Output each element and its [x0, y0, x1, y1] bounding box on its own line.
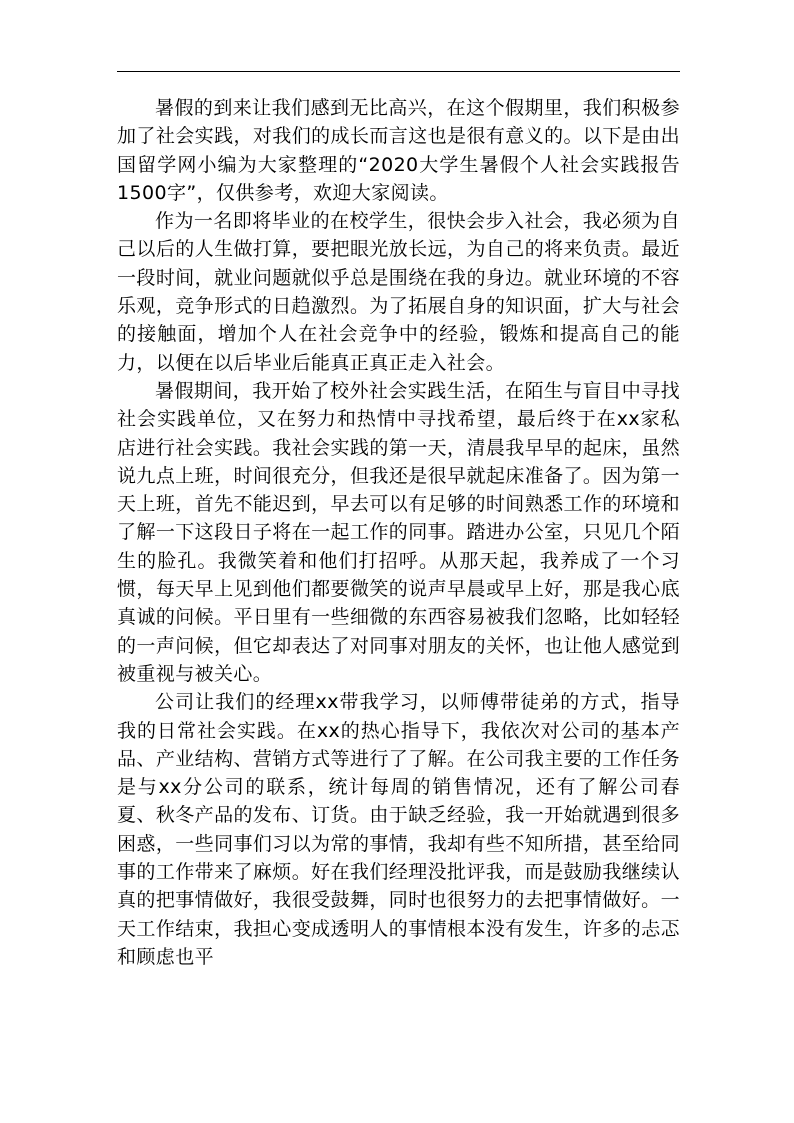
document-body	[117, 94, 680, 971]
paragraph-motivation: 作为一名即将毕业的在校学生，很快会步入社会，我必须为自己以后的人生做打算，要把眼光放长远，为自己的将来负责。最近一段时间，就业问题就似乎总是围绕在我的身边。就业环境的不容乐观，竞争形式的日趋激烈。为了拓展自身的知识面，扩大与社会的接触面，增加个人在社会竞争中的经验，锻炼和提高自己的能力，以便在以后毕业后能真正真正走入社会。	[117, 210, 680, 374]
paragraph-first-day: 暑假期间，我开始了校外社会实践生活，在陌生与盲目中寻找社会实践单位，又在努力和热情中寻找希望，最后终于在xx家私店进行社会实践。我社会实践的第一天，清晨我早早的起床，虽然说九点上班，时间很充分，但我还是很早就起床准备了。因为第一天上班，首先不能迟到，早去可以有足够的时间熟悉工作的环境和了解一下这段日子将在一起工作的同事。踏进办公室，只见几个陌生的脸孔。我微笑着和他们打招呼。从那天起，我养成了一个习惯，每天早上见到他们都要微笑的说声早晨或早上好，那是我心底真诚的问候。平日里有一些细微的东西容易被我们忽略，比如轻轻的一声问候，但它却表达了对同事对朋友的关怀，也让他人感觉到被重视与被关心。	[117, 379, 680, 685]
paragraph-work-tasks: 公司让我们的经理xx带我学习，以师傅带徒弟的方式，指导我的日常社会实践。在xx的热心指导下，我依次对公司的基本产品、产业结构、营销方式等进行了了解。在公司我主要的工作任务是与xx分公司的联系，统计每周的销售情况，还有了解公司春夏、秋冬产品的发布、订货。由于缺乏经验，我一开始就遇到很多困惑，一些同事们习以为常的事情，我却有些不知所措，甚至给同事的工作带来了麻烦。好在我们经理没批评我，而是鼓励我继续认真的把事情做好，我很受鼓舞，同时也很努力的去把事情做好。一天工作结束，我担心变成透明人的事情根本没有发生，许多的忐忑和顾虑也平	[117, 691, 680, 968]
paragraph-intro: 暑假的到来让我们感到无比高兴，在这个假期里，我们积极参加了社会实践，对我们的成长而言这也是很有意义的。以下是由出国留学网小编为大家整理的“2020大学生暑假个人社会实践报告1500字”，仅供参考，欢迎大家阅读。	[117, 97, 680, 204]
header-rule	[117, 71, 680, 72]
